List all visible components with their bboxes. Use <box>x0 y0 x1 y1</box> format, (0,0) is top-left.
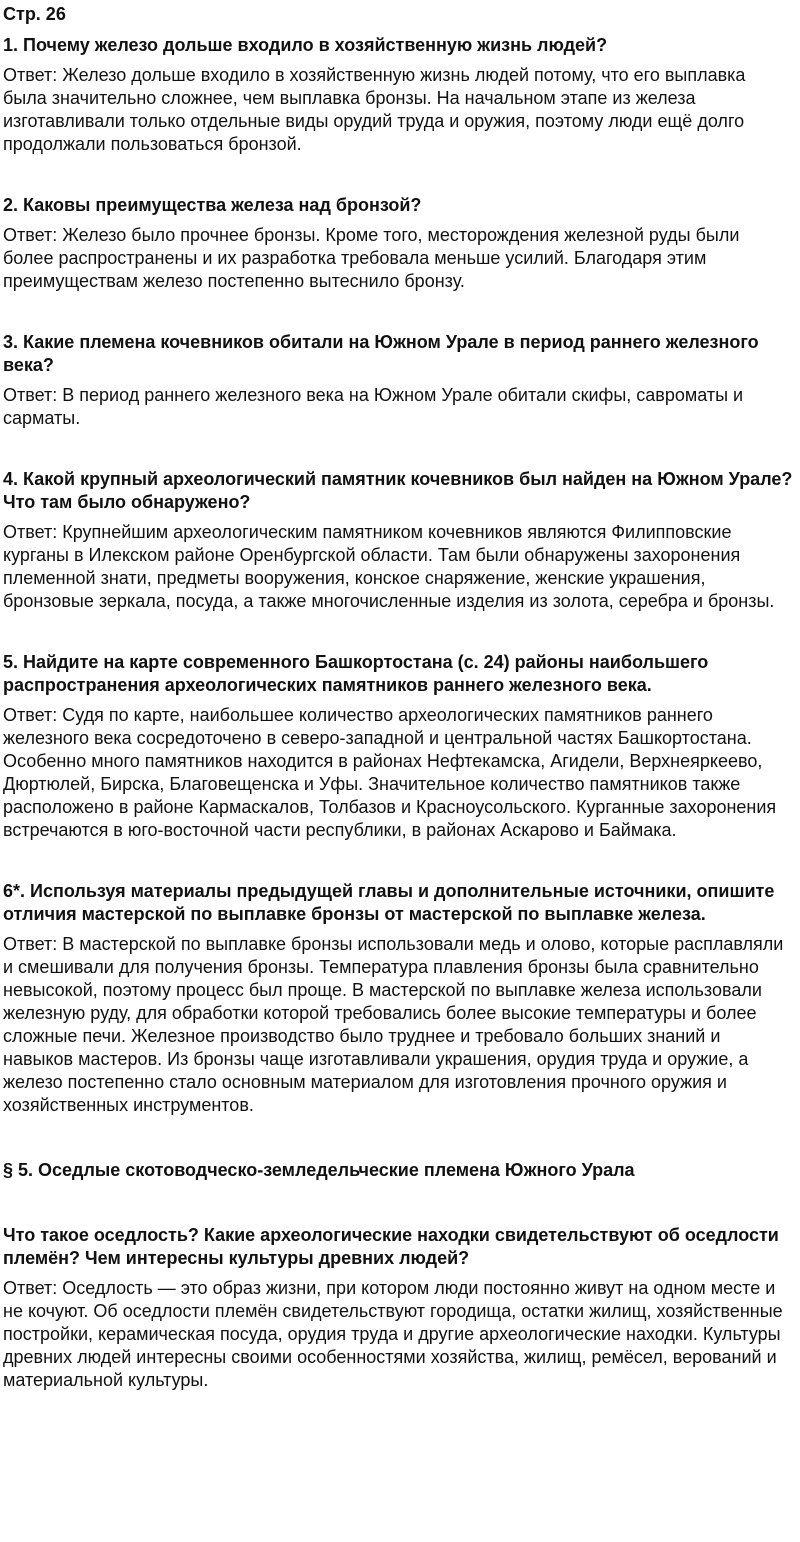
answer-6: Ответ: В мастерской по выплавке бронзы использовали медь и олово, которые расплавляли и смешивали для получения бронзы. Температура плавления бронзы была сравнительно невысокой, поэтому процесс был проще. В мастерской по выплавке железа использовали железную руду, для обработки которой требовались более высокие температуры и более сложные печи. Железное производство было труднее и требовало больших знаний и навыков мастеров. Из бронзы чаще изготавливали украшения, орудия труда и оружие, а железо постепенно стало основным материалом для изготовления прочного оружия и хозяйственных инструментов. <box>3 934 784 1115</box>
spacer <box>3 1182 794 1224</box>
question-6: 6*. Используя материалы предыдущей главы и дополнительные источники, опишите отличия мастерской по выплавке бронзы от мастерской по выплавке железа. <box>3 881 775 924</box>
answer-final: Ответ: Оседлость — это образ жизни, при котором люди постоянно живут на одном месте и не кочуют. Об оседлости племён свидетельствуют городища, остатки жилищ, хозяйственные постройки, керамическая посуда, орудия труда и другие археологические находки. Культуры древних людей интересны своими особенностями хозяйства, жилищ, ремёсел, верований и материальной культуры. <box>3 1278 783 1390</box>
question-5: 5. Найдите на карте современного Башкортостана (с. 24) районы наибольшего распространения археологических памятников раннего железного века. <box>3 652 709 695</box>
question-1: 1. Почему железо дольше входило в хозяйственную жизнь людей? <box>3 35 608 55</box>
answer-2: Ответ: Железо было прочнее бронзы. Кроме того, месторождения железной руды были более распространены и их разработка требовала меньше усилий. Благодаря этим преимуществам железо постепенно вытеснило бронзу. <box>3 225 740 291</box>
answer-3: Ответ: В период раннего железного века на Южном Урале обитали скифы, савроматы и сарматы. <box>3 385 744 428</box>
qa-item-5 <box>3 651 794 842</box>
answer-1: Ответ: Железо дольше входило в хозяйственную жизнь людей потому, что его выплавка была значительно сложнее, чем выплавка бронзы. На начальном этапе из железа изготавливали только отдельные виды орудий труда и оружия, поэтому люди ещё долго продолжали пользоваться бронзой. <box>3 65 746 154</box>
qa-item-2 <box>3 194 794 293</box>
question-final: Что такое оседлость? Какие археологические находки свидетельствуют об оседлости племён? Чем интересны культуры древних людей? <box>3 1225 779 1268</box>
qa-item-final <box>3 1224 794 1392</box>
qa-item-4 <box>3 468 794 613</box>
section-heading: § 5. Оседлые скотоводческо-земледельческие племена Южного Урала <box>3 1160 635 1180</box>
question-3: 3. Какие племена кочевников обитали на Южном Урале в период раннего железного века? <box>3 332 759 375</box>
qa-item-3 <box>3 331 794 430</box>
answer-4: Ответ: Крупнейшим археологическим памятником кочевников являются Филипповские курганы в Илекском районе Оренбургской области. Там были обнаружены захоронения племенной знати, предметы вооружения, конское снаряжение, женские украшения, бронзовые зеркала, посуда, а также многочисленные изделия из золота, серебра и бронзы. <box>3 522 775 611</box>
spacer <box>3 430 794 468</box>
page-label: Стр. 26 <box>3 4 66 24</box>
spacer <box>3 613 794 651</box>
qa-item-1 <box>3 34 794 156</box>
spacer <box>3 156 794 194</box>
question-2: 2. Каковы преимущества железа над бронзой? <box>3 195 422 215</box>
spacer <box>3 842 794 880</box>
spacer <box>3 1117 794 1159</box>
answer-5: Ответ: Судя по карте, наибольшее количество археологических памятников раннего железного века сосредоточено в северо-западной и центральной частях Башкортостана. Особенно много памятников находится в районах Нефтекамска, Агидели, Верхнеяркеево, Дюртюлей, Бирска, Благовещенска и Уфы. Значительное количество памятников также расположено в районе Кармаскалов, Толбазов и Красноусольского. Курганные захоронения встречаются в юго-восточной части республики, в районах Аскарово и Баймака. <box>3 705 777 840</box>
question-4: 4. Какой крупный археологический памятник кочевников был найден на Южном Урале? Что там было обнаружено? <box>3 469 793 512</box>
spacer <box>3 293 794 331</box>
qa-item-6 <box>3 880 794 1117</box>
